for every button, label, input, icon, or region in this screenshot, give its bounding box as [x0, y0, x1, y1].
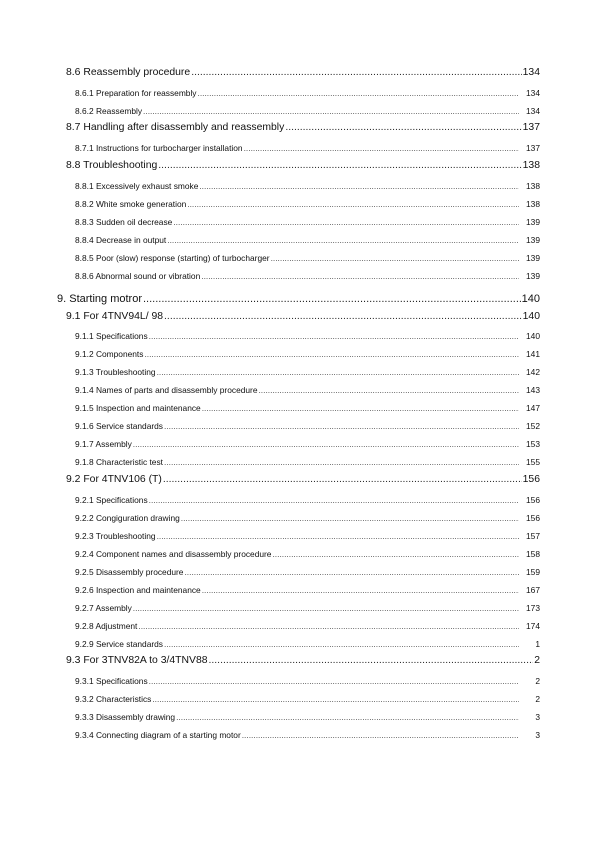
toc-entry-page: 140	[522, 311, 540, 322]
toc-entry-title: 9.2.2 Congiguration drawing	[75, 513, 180, 523]
dot-leader	[164, 421, 519, 431]
toc-entry-page: 167	[526, 585, 540, 595]
toc-entry[interactable]	[75, 513, 540, 523]
toc-entry-title: 9.2.3 Troubleshooting	[75, 531, 156, 541]
toc-entry-title: 9.2.6 Inspection and maintenance	[75, 585, 201, 595]
dot-leader	[157, 367, 519, 377]
toc-entry-title: 9. Starting motror	[57, 293, 142, 305]
toc-entry-title: 9.1.8 Characteristic test	[75, 457, 163, 467]
toc-entry[interactable]	[66, 311, 540, 322]
toc-entry-title: 8.7 Handling after disassembly and reassembly	[66, 122, 285, 133]
toc-entry-title: 9.1.3 Troubleshooting	[75, 367, 156, 377]
toc-entry-title: 8.8 Troubleshooting	[66, 160, 158, 171]
toc-entry-page: 143	[526, 385, 540, 395]
toc-entry[interactable]	[75, 271, 540, 281]
dot-leader	[191, 67, 521, 78]
toc-entry-title: 9.1.1 Specifications	[75, 331, 148, 341]
toc-entry-title: 8.8.1 Excessively exhaust smoke	[75, 181, 199, 191]
toc-entry-title: 9.2.5 Disassembly procedure	[75, 567, 184, 577]
toc-entry[interactable]	[75, 603, 540, 613]
dot-leader	[209, 655, 534, 666]
dot-leader	[167, 235, 519, 245]
toc-entry-title: 9.1.2 Components	[75, 349, 144, 359]
toc-entry-page: 134	[526, 106, 540, 116]
toc-entry[interactable]	[66, 160, 540, 171]
toc-entry-page: 141	[526, 349, 540, 359]
toc-entry-title: 9.2.4 Component names and disassembly procedure	[75, 549, 272, 559]
toc-entry-page: 138	[526, 181, 540, 191]
toc-entry-title: 9.3.1 Specifications	[75, 676, 148, 686]
toc-entry-title: 8.7.1 Instructions for turbocharger installation	[75, 143, 243, 153]
dot-leader	[242, 730, 519, 740]
dot-leader	[133, 603, 519, 613]
toc-entry-page: 1	[535, 639, 540, 649]
dot-leader	[144, 349, 519, 359]
toc-entry-title: 9.1.7 Assembly	[75, 439, 132, 449]
dot-leader	[164, 639, 519, 649]
toc-entry-page: 139	[526, 253, 540, 263]
toc-entry-page: 156	[522, 474, 540, 485]
toc-entry-page: 157	[526, 531, 540, 541]
toc-entry-page: 139	[526, 271, 540, 281]
toc-entry[interactable]	[75, 531, 540, 541]
toc-entry[interactable]	[75, 88, 540, 98]
toc-entry-page: 138	[526, 199, 540, 209]
toc-entry[interactable]	[75, 621, 540, 631]
dot-leader	[157, 531, 519, 541]
dot-leader	[187, 199, 519, 209]
toc-entry-title: 9.2.7 Assembly	[75, 603, 132, 613]
toc-entry-title: 9.1.5 Inspection and maintenance	[75, 403, 201, 413]
toc-entry[interactable]	[66, 655, 540, 666]
toc-entry-title: 8.8.3 Sudden oil decrease	[75, 217, 173, 227]
toc-entry-title: 9.3.4 Connecting diagram of a starting motor	[75, 730, 241, 740]
toc-entry-title: 8.6 Reassembly procedure	[66, 67, 191, 78]
toc-entry[interactable]	[66, 474, 540, 485]
toc-entry-page: 152	[526, 421, 540, 431]
dot-leader	[201, 271, 519, 281]
dot-leader	[181, 513, 519, 523]
dot-leader	[202, 585, 519, 595]
toc-entry[interactable]	[75, 217, 540, 227]
toc-entry-page: 140	[521, 293, 540, 305]
toc-entry[interactable]	[75, 331, 540, 341]
toc-entry[interactable]	[75, 106, 540, 116]
toc-entry-title: 9.2 For 4TNV106 (T)	[66, 474, 162, 485]
dot-leader	[173, 217, 519, 227]
dot-leader	[244, 143, 519, 153]
toc-entry[interactable]	[75, 676, 540, 686]
toc-entry-page: 137	[522, 122, 540, 133]
toc-entry-page: 3	[535, 730, 540, 740]
toc-entry-page: 2	[535, 676, 540, 686]
dot-leader	[164, 457, 519, 467]
toc-entry-page: 147	[526, 403, 540, 413]
toc-entry[interactable]	[75, 181, 540, 191]
toc-chapter-entry[interactable]	[57, 293, 540, 305]
toc-entry[interactable]	[75, 367, 540, 377]
toc-entry[interactable]	[75, 712, 540, 722]
toc-entry-title: 8.8.2 White smoke generation	[75, 199, 187, 209]
dot-leader	[143, 293, 521, 305]
toc-entry-title: 9.3 For 3TNV82A to 3/4TNV88	[66, 655, 208, 666]
dot-leader	[138, 621, 519, 631]
toc-entry[interactable]	[75, 495, 540, 505]
dot-leader	[184, 567, 519, 577]
toc-entry-title: 9.1 For 4TNV94L/ 98	[66, 311, 164, 322]
toc-entry-title: 8.6.2 Reassembly	[75, 106, 143, 116]
toc-entry-title: 8.8.5 Poor (slow) response (starting) of turbocharger	[75, 253, 270, 263]
dot-leader	[285, 122, 521, 133]
toc-entry-page: 159	[526, 567, 540, 577]
toc-entry-title: 9.3.3 Disassembly drawing	[75, 712, 176, 722]
dot-leader	[202, 403, 519, 413]
toc-entry[interactable]	[75, 639, 540, 649]
dot-leader	[258, 385, 519, 395]
toc-entry-page: 174	[526, 621, 540, 631]
toc-entry-page: 173	[526, 603, 540, 613]
toc-entry[interactable]	[75, 549, 540, 559]
toc-entry-page: 153	[526, 439, 540, 449]
toc-entry[interactable]	[75, 585, 540, 595]
toc-entry[interactable]	[75, 694, 540, 704]
dot-leader	[271, 253, 519, 263]
toc-entry-page: 2	[535, 694, 540, 704]
toc-entry-page: 142	[526, 367, 540, 377]
dot-leader	[143, 106, 519, 116]
toc-entry-title: 8.8.4 Decrease in output	[75, 235, 167, 245]
toc-entry-page: 138	[522, 160, 540, 171]
toc-entry-page: 137	[526, 143, 540, 153]
toc-entry-title: 8.8.6 Abnormal sound or vibration	[75, 271, 201, 281]
toc-entry[interactable]	[75, 199, 540, 209]
dot-leader	[164, 311, 522, 322]
toc-entry-title: 9.2.1 Specifications	[75, 495, 148, 505]
toc-entry[interactable]	[75, 349, 540, 359]
dot-leader	[198, 88, 520, 98]
toc-entry-page: 156	[526, 513, 540, 523]
toc-entry[interactable]	[75, 385, 540, 395]
dot-leader	[149, 676, 519, 686]
toc-entry[interactable]	[75, 439, 540, 449]
toc-entry[interactable]	[66, 122, 540, 133]
toc-entry-page: 134	[522, 67, 540, 78]
dot-leader	[158, 160, 521, 171]
toc-entry-title: 9.3.2 Characteristics	[75, 694, 152, 704]
toc-entry-page: 139	[526, 217, 540, 227]
toc-entry-title: 9.1.6 Service standards	[75, 421, 163, 431]
dot-leader	[272, 549, 519, 559]
toc-entry[interactable]	[75, 403, 540, 413]
toc-entry-page: 139	[526, 235, 540, 245]
toc-entry[interactable]	[66, 67, 540, 78]
toc-entry-page: 134	[526, 88, 540, 98]
toc-entry[interactable]	[75, 457, 540, 467]
toc-entry[interactable]	[75, 235, 540, 245]
toc-entry-title: 9.2.9 Service standards	[75, 639, 163, 649]
toc-entry[interactable]	[75, 567, 540, 577]
toc-entry-page: 158	[526, 549, 540, 559]
dot-leader	[163, 474, 522, 485]
toc-entry-page: 3	[535, 712, 540, 722]
toc-entry-title: 8.6.1 Preparation for reassembly	[75, 88, 197, 98]
toc-entry-title: 9.2.8 Adjustment	[75, 621, 138, 631]
toc-entry-page: 155	[526, 457, 540, 467]
dot-leader	[199, 181, 519, 191]
dot-leader	[176, 712, 519, 722]
toc-entry[interactable]	[75, 730, 540, 740]
dot-leader	[152, 694, 519, 704]
toc-entry[interactable]	[75, 421, 540, 431]
dot-leader	[149, 331, 519, 341]
toc-entry[interactable]	[75, 253, 540, 263]
toc-entry-page: 156	[526, 495, 540, 505]
toc-entry[interactable]	[75, 143, 540, 153]
dot-leader	[149, 495, 519, 505]
toc-entry-title: 9.1.4 Names of parts and disassembly procedure	[75, 385, 258, 395]
toc-entry-page: 140	[526, 331, 540, 341]
toc-entry-page: 2	[534, 655, 540, 666]
dot-leader	[133, 439, 519, 449]
